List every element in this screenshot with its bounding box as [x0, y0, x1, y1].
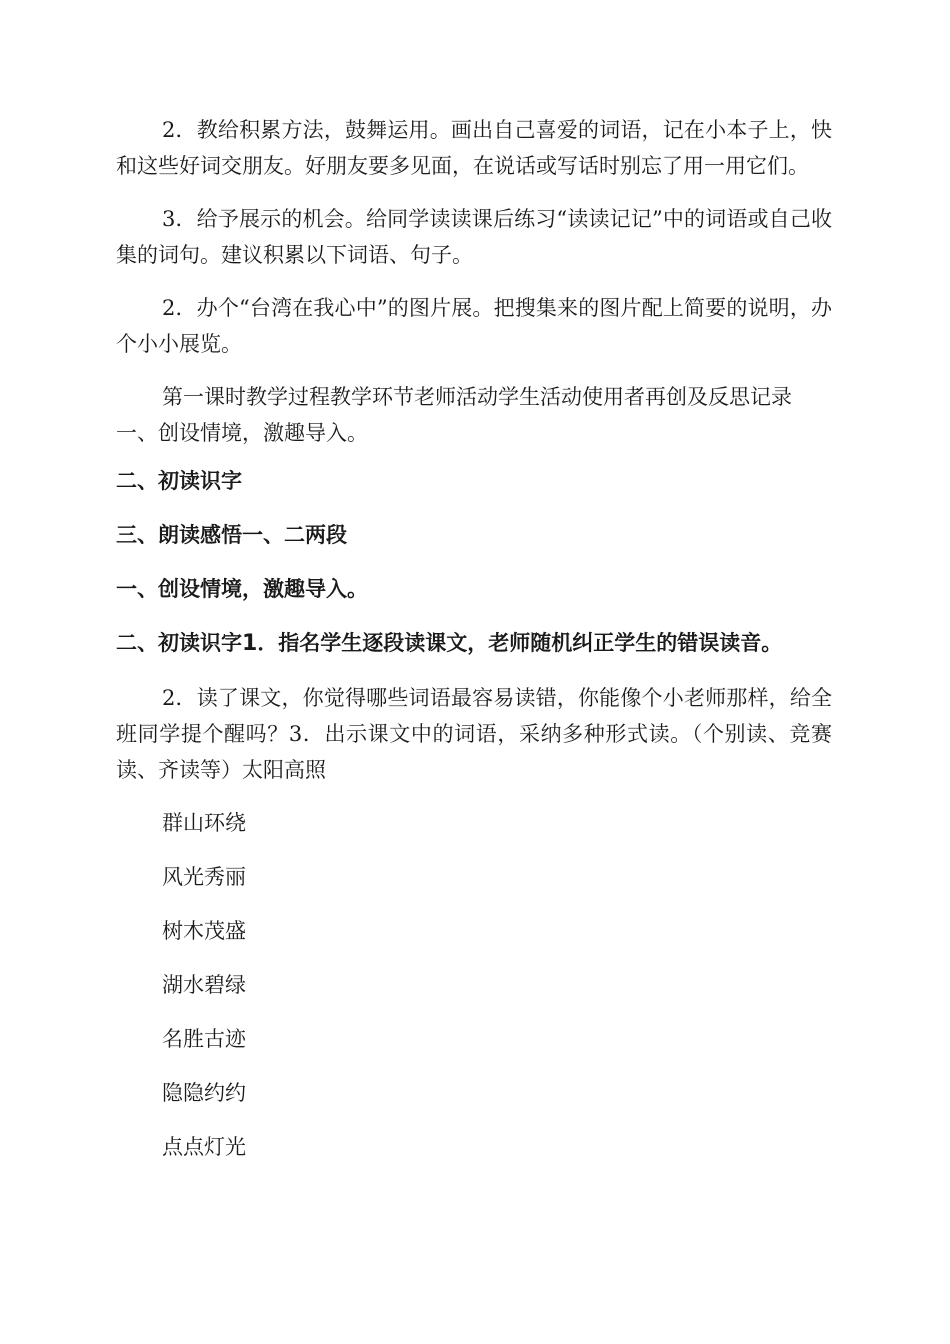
paragraph-lesson-process [116, 379, 832, 451]
paragraph-display-opportunity: 3．给予展示的机会。给同学读读课后练习“读读记记”中的词语或自己收集的词句。建议积累以下词语、句子。 [116, 207, 832, 267]
heading-initial-reading: 二、初读识字 [116, 469, 242, 493]
paragraph-accumulation-method: 2．教给积累方法，鼓舞运用。画出自己喜爱的词语，记在小本子上，快和这些好词交朋友。好朋友要多见面，在说话或写话时别忘了用一用它们。 [116, 118, 832, 178]
word-list-item: 湖水碧绿 [162, 973, 246, 997]
paragraph-photo-exhibition: 2．办个“台湾在我心中”的图片展。把搜集来的图片配上简要的说明，办个小小展览。 [116, 296, 832, 356]
word-list-item: 群山环绕 [162, 811, 246, 835]
word-list-item: 风光秀丽 [162, 865, 246, 889]
word-list-item: 名胜古迹 [162, 1027, 246, 1051]
heading-reading-comprehension: 三、朗读感悟一、二两段 [116, 523, 347, 547]
word-list-item: 点点灯光 [162, 1135, 246, 1159]
heading-read-text-body: ．指名学生逐段读课文，老师随机纠正学生的错误读音。 [257, 631, 783, 655]
heading-create-situation: 一、创设情境，激趣导入。 [116, 577, 368, 601]
heading-read-text-number: 1 [242, 631, 258, 656]
heading-read-text-prefix: 二、初读识字 [116, 631, 242, 655]
word-list-item: 隐隐约约 [162, 1081, 246, 1105]
heading-read-text [116, 625, 832, 662]
word-list-item: 树木茂盛 [162, 919, 246, 943]
lesson-process-step: 一、创设情境，激趣导入。 [116, 421, 368, 445]
word-list [116, 805, 832, 1165]
lesson-process-line: 第一课时教学过程教学环节老师活动学生活动使用者再创及反思记录 [162, 385, 792, 409]
document-page [116, 112, 832, 1183]
paragraph-word-reading: 2．读了课文，你觉得哪些词语最容易读错，你能像个小老师那样，给全班同学提个醒吗？3．出示课文中的词语，采纳多种形式读。（个别读、竞赛读、齐读等）太阳高照 [116, 686, 832, 782]
